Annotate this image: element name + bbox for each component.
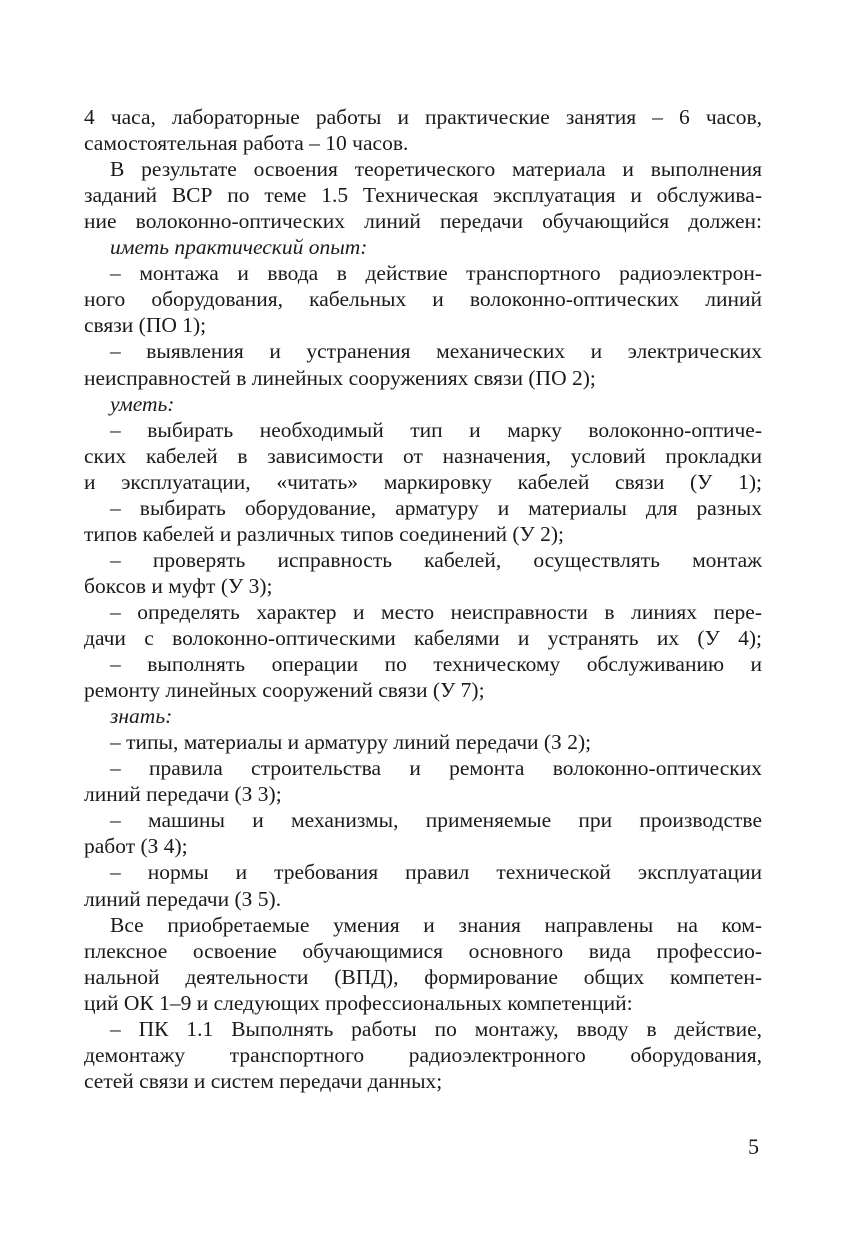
text-line: – типы, материалы и арматуру линий передачи (З 2); <box>110 730 592 755</box>
text-line: демонтажу транспортного радиоэлектронного оборудования, <box>84 1042 762 1067</box>
text-line: – нормы и требования правил технической эксплуатации <box>110 860 762 885</box>
text-line: линий передачи (З 3); <box>84 782 282 807</box>
text-line: и эксплуатации, «читать» маркировку кабелей связи (У 1); <box>84 469 762 494</box>
text-line: неисправностей в линейных сооружениях связи (ПО 2); <box>84 365 596 390</box>
text-line: Все приобретаемые умения и знания направлены на ком- <box>110 912 762 937</box>
text-line: нальной деятельности (ВПД), формирование общих компетен- <box>84 964 762 989</box>
text-line: типов кабелей и различных типов соединений (У 2); <box>84 521 565 546</box>
text-line: ние волоконно-оптических линий передачи обучающийся должен: <box>84 209 762 234</box>
text-line: ских кабелей в зависимости от назначения, условий прокладки <box>84 443 762 468</box>
text-line: заданий ВСР по теме 1.5 Техническая эксплуатация и обслужива- <box>84 183 762 208</box>
text-line: дачи с волоконно-оптическими кабелями и устранять их (У 4); <box>84 626 762 650</box>
text-line: боксов и муфт (У 3); <box>84 573 273 598</box>
text-line: связи (ПО 1); <box>84 313 207 338</box>
text-line: ций ОК 1–9 и следующих профессиональных компетенций: <box>84 990 633 1015</box>
text-line: – выбирать оборудование, арматуру и материалы для разных <box>110 495 762 520</box>
text-line: – машины и механизмы, применяемые при производстве <box>110 808 762 833</box>
section-heading: знать: <box>110 704 173 729</box>
text-line: – ПК 1.1 Выполнять работы по монтажу, вводу в действие, <box>110 1016 762 1041</box>
text-line: 4 часа, лабораторные работы и практические занятия – 6 часов, <box>84 105 762 129</box>
text-line: – выявления и устранения механических и электрических <box>110 339 762 364</box>
text-line: В результате освоения теоретического материала и выполнения <box>110 157 762 182</box>
text-line: линий передачи (З 5). <box>84 886 282 911</box>
text-line: – определять характер и место неисправности в линиях пере- <box>110 599 762 624</box>
text-line: работ (З 4); <box>84 834 188 859</box>
text-line: сетей связи и систем передачи данных; <box>84 1068 443 1093</box>
text-line: плексное освоение обучающимися основного вида профессио- <box>84 938 762 963</box>
text-line: – выполнять операции по техническому обслуживанию и <box>110 652 762 677</box>
text-line: ремонту линейных сооружений связи (У 7); <box>84 678 485 703</box>
text-line: – проверять исправность кабелей, осуществлять монтаж <box>110 547 762 572</box>
text-line: – монтажа и ввода в действие транспортного радиоэлектрон- <box>110 261 762 286</box>
text-line: – правила строительства и ремонта волоконно-оптических <box>110 756 762 781</box>
section-heading: иметь практический опыт: <box>110 235 368 260</box>
text-line: – выбирать необходимый тип и марку волоконно-оптиче- <box>110 417 762 442</box>
section-heading: уметь: <box>110 391 175 416</box>
text-line: ного оборудования, кабельных и волоконно-оптических линий <box>84 287 762 312</box>
text-line: самостоятельная работа – 10 часов. <box>84 131 409 156</box>
page-number: 5 <box>748 1134 759 1159</box>
